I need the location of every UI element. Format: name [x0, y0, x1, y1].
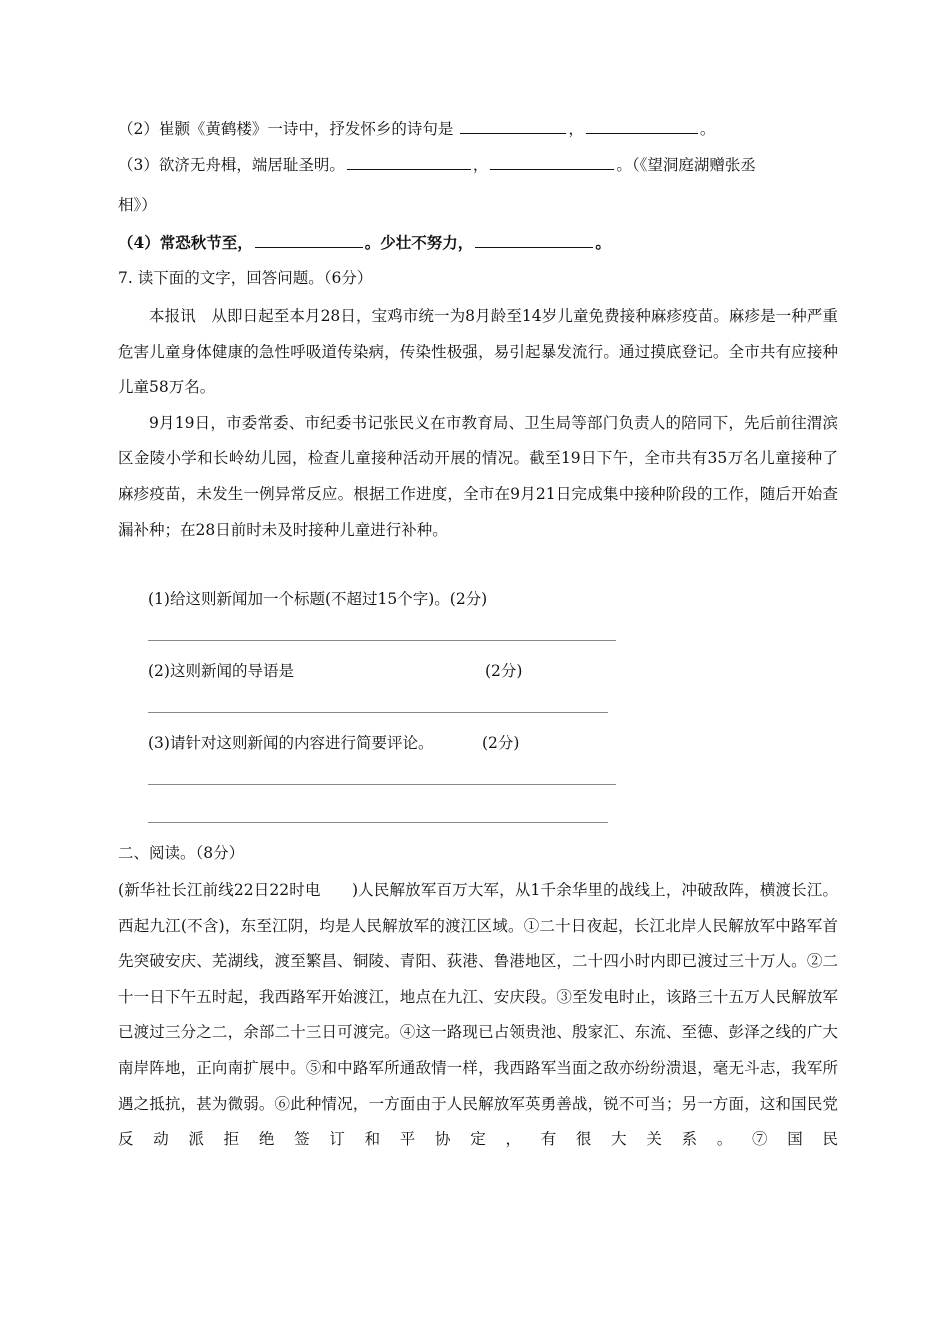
poetry-q2-text: （2）崔颢《黄鹤楼》一诗中，抒发怀乡的诗句是 [118, 120, 454, 138]
end-mark: 。（《望洞庭湖赠张丞 [616, 156, 756, 174]
poetry-q2 [118, 118, 715, 139]
answer-blank[interactable] [490, 154, 614, 170]
answer-line[interactable] [148, 640, 616, 641]
section2-passage [118, 873, 838, 1158]
poetry-q4-mid: 。少壮不努力， [364, 233, 474, 252]
separator: ， [472, 156, 489, 174]
q7-sub2-score: (2分) [485, 662, 523, 680]
poetry-q4-text: （4）常恐秋节至， [118, 233, 253, 252]
section2-title: 二、阅读。（8分） [118, 844, 245, 862]
end-mark: 。 [699, 120, 716, 138]
q7-sub3: (3)请针对这则新闻的内容进行简要评论。 [148, 734, 434, 752]
answer-blank[interactable] [586, 118, 698, 134]
q7-sub2: (2)这则新闻的导语是 [148, 662, 294, 680]
answer-blank[interactable] [255, 232, 363, 248]
answer-line[interactable] [148, 784, 616, 785]
answer-line[interactable] [148, 712, 608, 713]
poetry-q3-text: （3）欲济无舟楫，端居耻圣明。 [118, 156, 345, 174]
answer-blank[interactable] [347, 154, 471, 170]
q7-title: 7. 读下面的文字，回答问题。（6分） [118, 269, 373, 287]
answer-line[interactable] [148, 822, 608, 823]
end-mark: 。 [595, 233, 611, 252]
q7-passage [118, 299, 838, 548]
q7-paragraph-1: 本报讯 从即日起至本月28日，宝鸡市统一为8月龄至14岁儿童免费接种麻疹疫苗。麻疹是一种严重危害儿童身体健康的急性呼吸道传染病，传染性极强，易引起暴发流行。通过摸底登记。全市共有应接种儿童58万名。 [118, 307, 838, 397]
q7-sub1: (1)给这则新闻加一个标题(不超过15个字)。(2分) [148, 590, 488, 608]
q7-paragraph-2: 9月19日，市委常委、市纪委书记张民义在市教育局、卫生局等部门负责人的陪同下，先后前往渭滨区金陵小学和长岭幼儿园，检查儿童接种活动开展的情况。截至19日下午，全市共有35万名儿童接种了麻疹疫苗，未发生一例异常反应。根据工作进度，全市在9月21日完成集中接种阶段的工作，随后开始查漏补种；在28日前时未及时接种儿童进行补种。 [118, 413, 838, 539]
q7-sub3-score: (2分) [482, 734, 520, 752]
separator: ， [568, 120, 584, 138]
poetry-q3 [118, 154, 756, 175]
section2-text: (新华社长江前线22日22时电 )人民解放军百万大军，从1千余华里的战线上，冲破敌阵，横渡长江。西起九江(不含)，东至江阴，均是人民解放军的渡江区域。①二十日夜起，长江北岸人民解放军中路军首先突破安庆、芜湖线，渡至繁昌、铜陵、青阳、荻港、鲁港地区，二十四小时内即已渡过三十万人。②二十一日下午五时起，我西路军开始渡江，地点在九江、安庆段。③至发电时止，该路三十五万人民解放军已渡过三分之二，余部二十三日可渡完。④这一路现已占领贵池、殷家汇、东流、至德、彭泽之线的广大南岸阵地，正向南扩展中。⑤和中路军所通敌情一样，我西路军当面之敌亦纷纷溃退，毫无斗志，我军所遇之抵抗，甚为微弱。⑥此种情况，一方面由于人民解放军英勇善战，锐不可当；另一方面，这和国民党反动派拒绝签订和平协定，有很大关系。⑦国民 [118, 881, 838, 1149]
answer-blank[interactable] [460, 118, 566, 134]
answer-blank[interactable] [475, 232, 593, 248]
poetry-q3-continued: 相》） [118, 196, 157, 214]
poetry-q4 [118, 232, 611, 253]
